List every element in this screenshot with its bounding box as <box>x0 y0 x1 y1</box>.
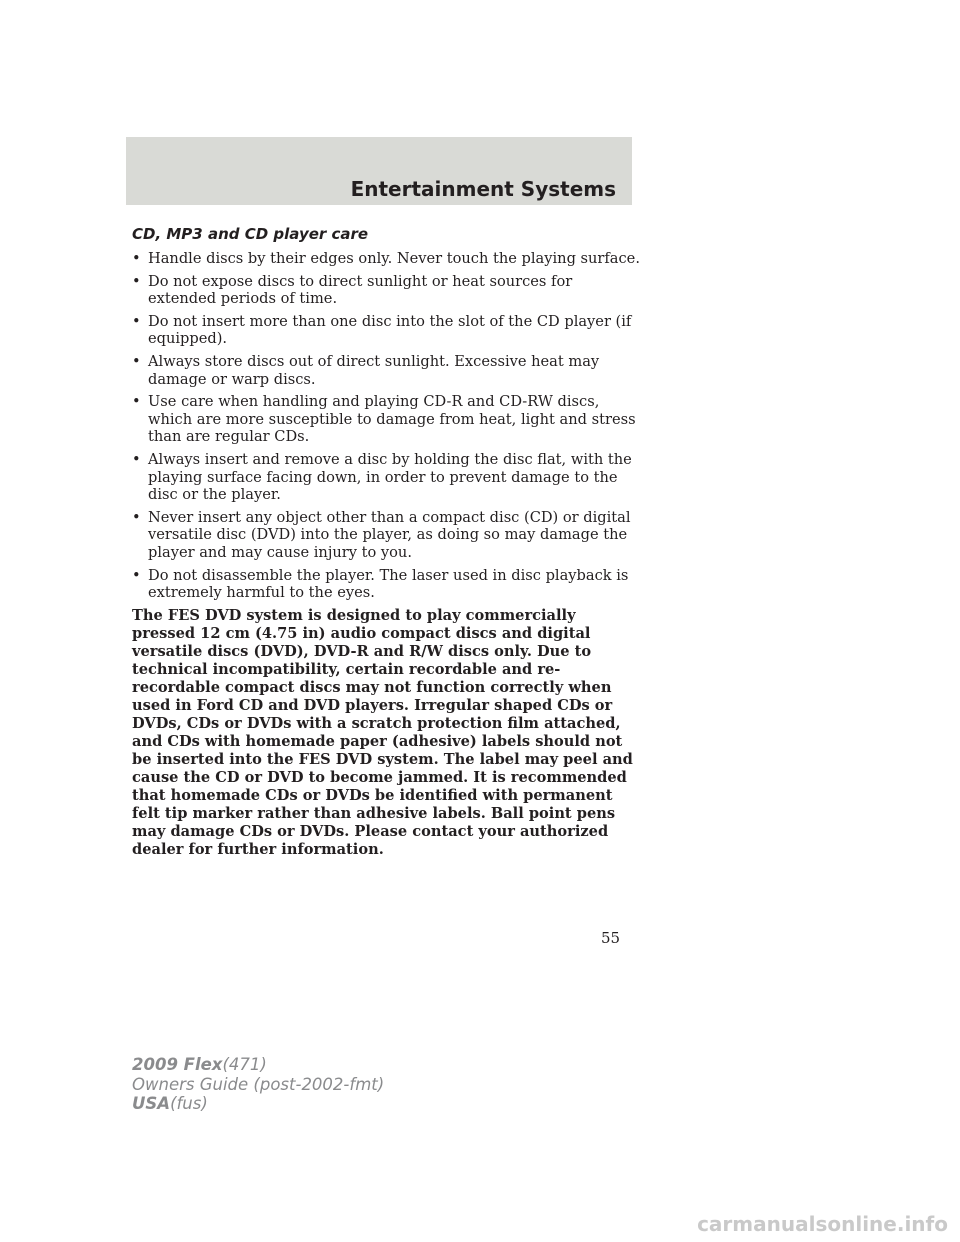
bullet-icon: • <box>132 272 141 290</box>
bullet-text: Do not disassemble the player. The laser used in disc playback is extremely harmful to the eyes. <box>148 566 629 602</box>
bullet-icon: • <box>132 352 141 370</box>
bullet-icon: • <box>132 508 141 526</box>
list-item <box>132 393 642 446</box>
bullet-icon: • <box>132 450 141 468</box>
list-item <box>132 353 642 388</box>
list-item <box>132 509 642 562</box>
list-item <box>132 273 642 308</box>
bullet-text: Do not insert more than one disc into the slot of the CD player (if equipped). <box>148 312 632 348</box>
dvd-compatibility-warning: The FES DVD system is designed to play commercially pressed 12 cm (4.75 in) audio compact discs and digital versatile discs (DVD), DVD-R and R/W discs only. Due to technical incompatibility, certain recordable and re-recordable compact discs may not function correctly when used in Ford CD and DVD players. Irregular shaped CDs or DVDs, CDs or DVDs with a scratch protection film attached, and CDs with homemade paper (adhesive) labels should not be inserted into the FES DVD system. The label may peel and cause the CD or DVD to become jammed. It is recommended that homemade CDs or DVDs be identified with permanent felt tip marker rather than adhesive labels. Ball point pens may damage CDs or DVDs. Please contact your authorized dealer for further information. <box>132 606 633 858</box>
bullet-text: Always store discs out of direct sunlight. Excessive heat may damage or warp discs. <box>148 352 600 388</box>
footer-market: USA <box>132 1094 171 1113</box>
section-heading: CD, MP3 and CD player care <box>132 225 369 243</box>
footer-market-code: (fus) <box>170 1094 208 1113</box>
bullet-icon: • <box>132 250 141 267</box>
footer-line-market <box>132 1094 384 1114</box>
care-bullet-list <box>132 250 642 602</box>
bullet-icon: • <box>132 393 141 411</box>
list-item <box>132 313 642 348</box>
bullet-text: Use care when handling and playing CD-R and CD-RW discs, which are more susceptible to damage from heat, light and stress than are regular CDs. <box>148 393 636 446</box>
footer-model-code: (471) <box>222 1055 267 1074</box>
footer-line-model <box>132 1055 384 1075</box>
section-header-band <box>126 137 632 205</box>
bullet-text: Never insert any object other than a compact disc (CD) or digital versatile disc (DVD) into the player, as doing so may damage the player and may cause injury to you. <box>148 508 631 561</box>
list-item <box>132 250 642 268</box>
page-number: 55 <box>601 929 621 947</box>
footer-model-year: 2009 Flex <box>132 1055 223 1074</box>
section-header-title: Entertainment Systems <box>350 177 616 201</box>
watermark: carmanualsonline.info <box>697 1212 948 1236</box>
document-footer <box>132 1055 384 1114</box>
footer-line-guide: Owners Guide (post-2002-fmt) <box>132 1074 385 1094</box>
bullet-icon: • <box>132 312 141 330</box>
page-content <box>132 224 642 859</box>
bullet-text: Always insert and remove a disc by holding the disc flat, with the playing surface facing down, in order to prevent damage to the disc or the player. <box>148 450 632 504</box>
bullet-text: Handle discs by their edges only. Never touch the playing surface. <box>148 250 640 267</box>
list-item <box>132 451 642 504</box>
bullet-icon: • <box>132 566 141 584</box>
list-item <box>132 567 642 602</box>
bullet-text: Do not expose discs to direct sunlight or heat sources for extended periods of time. <box>148 272 573 308</box>
